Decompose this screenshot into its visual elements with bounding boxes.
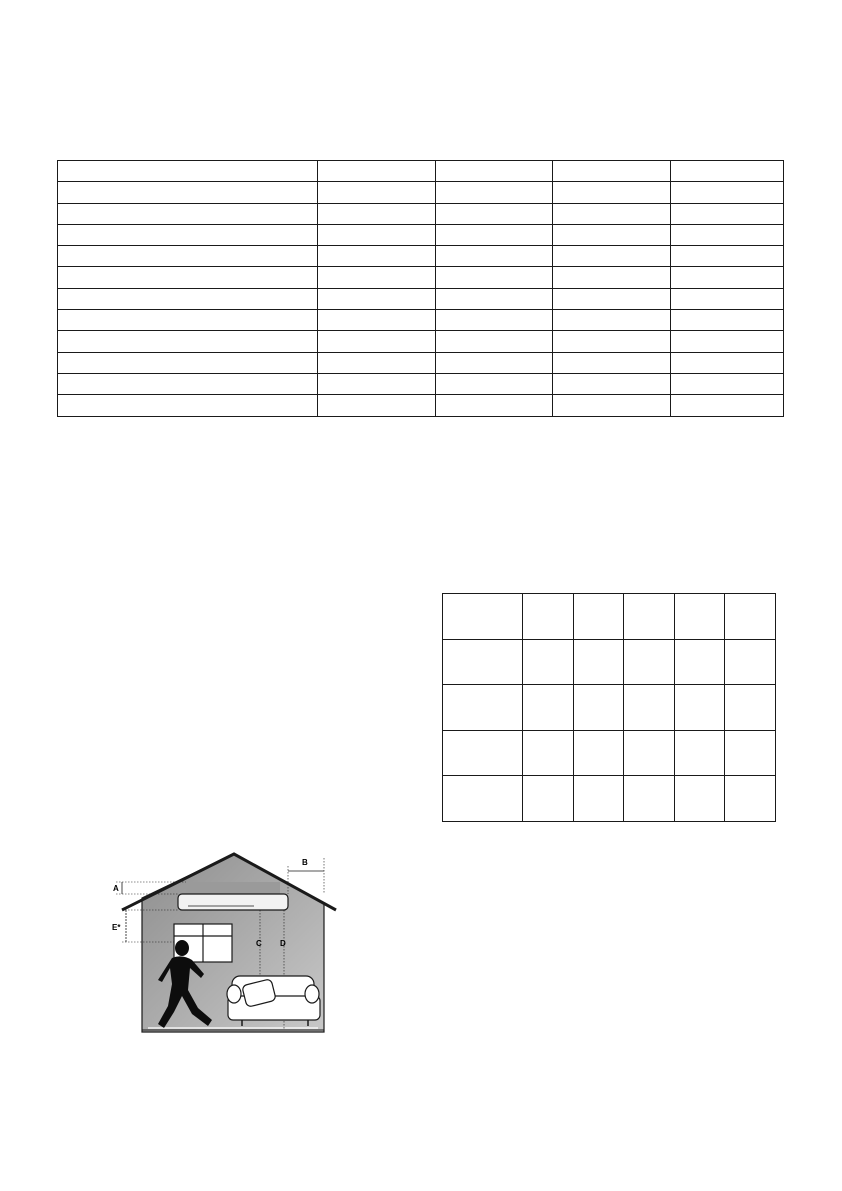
table-cell bbox=[553, 246, 671, 267]
table-cell bbox=[58, 331, 318, 352]
table-cell bbox=[436, 373, 553, 394]
table-cell bbox=[436, 224, 553, 245]
table-cell bbox=[553, 395, 671, 416]
table-cell bbox=[671, 331, 784, 352]
table-cell bbox=[318, 331, 436, 352]
table-cell bbox=[725, 685, 776, 731]
label-d: D bbox=[280, 939, 286, 948]
table-cell bbox=[671, 182, 784, 203]
distance-table-row bbox=[443, 776, 776, 822]
table-cell bbox=[674, 776, 725, 822]
table-cell bbox=[553, 203, 671, 224]
table-cell bbox=[553, 331, 671, 352]
table-cell bbox=[318, 288, 436, 309]
table-cell bbox=[523, 776, 574, 822]
table-cell bbox=[624, 639, 675, 685]
distance-table-row bbox=[443, 685, 776, 731]
table-cell bbox=[725, 730, 776, 776]
table-cell bbox=[553, 310, 671, 331]
table-cell bbox=[671, 373, 784, 394]
table-cell bbox=[674, 639, 725, 685]
table-cell bbox=[674, 594, 725, 640]
table-cell bbox=[573, 639, 624, 685]
table-cell bbox=[553, 288, 671, 309]
table-cell bbox=[573, 730, 624, 776]
air-conditioner-icon bbox=[178, 894, 288, 910]
table-cell bbox=[443, 776, 523, 822]
table-cell bbox=[553, 267, 671, 288]
table-cell bbox=[671, 310, 784, 331]
table-cell bbox=[58, 161, 318, 182]
spec-table-row bbox=[58, 352, 784, 373]
table-cell bbox=[553, 161, 671, 182]
ceiling-shade bbox=[186, 882, 280, 894]
spec-table-row bbox=[58, 310, 784, 331]
table-cell bbox=[318, 395, 436, 416]
table-cell bbox=[436, 288, 553, 309]
spec-table-row bbox=[58, 182, 784, 203]
table-cell bbox=[58, 267, 318, 288]
spec-table-row bbox=[58, 395, 784, 416]
table-cell bbox=[436, 310, 553, 331]
table-cell bbox=[553, 352, 671, 373]
table-cell bbox=[573, 776, 624, 822]
table-cell bbox=[318, 373, 436, 394]
label-a: A bbox=[113, 884, 119, 893]
distance-table-row bbox=[443, 639, 776, 685]
table-cell bbox=[318, 267, 436, 288]
table-cell bbox=[58, 246, 318, 267]
table-cell bbox=[436, 161, 553, 182]
table-cell bbox=[573, 594, 624, 640]
table-cell bbox=[318, 182, 436, 203]
table-cell bbox=[674, 685, 725, 731]
table-cell bbox=[318, 310, 436, 331]
table-cell bbox=[58, 310, 318, 331]
table-cell bbox=[671, 267, 784, 288]
table-cell bbox=[436, 352, 553, 373]
distance-table-row bbox=[443, 594, 776, 640]
table-cell bbox=[436, 246, 553, 267]
table-cell bbox=[443, 639, 523, 685]
table-cell bbox=[671, 395, 784, 416]
specification-table bbox=[57, 160, 784, 417]
installation-clearance-diagram bbox=[108, 850, 340, 1034]
label-e: E* bbox=[112, 923, 121, 932]
table-cell bbox=[553, 224, 671, 245]
table-cell bbox=[553, 373, 671, 394]
table-cell bbox=[318, 224, 436, 245]
table-cell bbox=[671, 203, 784, 224]
table-cell bbox=[624, 776, 675, 822]
label-c: C bbox=[256, 939, 262, 948]
table-cell bbox=[58, 395, 318, 416]
table-cell bbox=[553, 182, 671, 203]
table-cell bbox=[624, 730, 675, 776]
spec-table-row bbox=[58, 203, 784, 224]
table-cell bbox=[573, 685, 624, 731]
installation-distance-table bbox=[442, 593, 776, 822]
spec-table-row bbox=[58, 224, 784, 245]
table-cell bbox=[318, 203, 436, 224]
table-cell bbox=[523, 639, 574, 685]
table-cell bbox=[58, 288, 318, 309]
sofa-icon bbox=[227, 976, 320, 1026]
table-cell bbox=[725, 776, 776, 822]
spec-table-row bbox=[58, 267, 784, 288]
table-cell bbox=[58, 373, 318, 394]
table-cell bbox=[443, 730, 523, 776]
table-cell bbox=[436, 395, 553, 416]
table-cell bbox=[436, 267, 553, 288]
table-cell bbox=[725, 594, 776, 640]
spec-table-row bbox=[58, 288, 784, 309]
table-cell bbox=[58, 203, 318, 224]
table-cell bbox=[436, 182, 553, 203]
table-cell bbox=[436, 203, 553, 224]
table-cell bbox=[671, 352, 784, 373]
table-cell bbox=[318, 246, 436, 267]
table-cell bbox=[671, 246, 784, 267]
spec-table-row bbox=[58, 246, 784, 267]
table-cell bbox=[671, 161, 784, 182]
table-cell bbox=[523, 594, 574, 640]
label-b: B bbox=[302, 858, 308, 867]
table-cell bbox=[318, 161, 436, 182]
spec-table-row bbox=[58, 331, 784, 352]
table-cell bbox=[58, 182, 318, 203]
table-cell bbox=[523, 685, 574, 731]
table-cell bbox=[436, 331, 553, 352]
table-cell bbox=[523, 730, 574, 776]
table-cell bbox=[725, 639, 776, 685]
table-cell bbox=[58, 224, 318, 245]
table-cell bbox=[624, 685, 675, 731]
table-cell bbox=[671, 288, 784, 309]
table-cell bbox=[443, 685, 523, 731]
table-cell bbox=[671, 224, 784, 245]
table-cell bbox=[674, 730, 725, 776]
distance-table-row bbox=[443, 730, 776, 776]
table-cell bbox=[443, 594, 523, 640]
spec-table-row bbox=[58, 373, 784, 394]
spec-table-row bbox=[58, 161, 784, 182]
table-cell bbox=[624, 594, 675, 640]
table-cell bbox=[58, 352, 318, 373]
table-cell bbox=[318, 352, 436, 373]
